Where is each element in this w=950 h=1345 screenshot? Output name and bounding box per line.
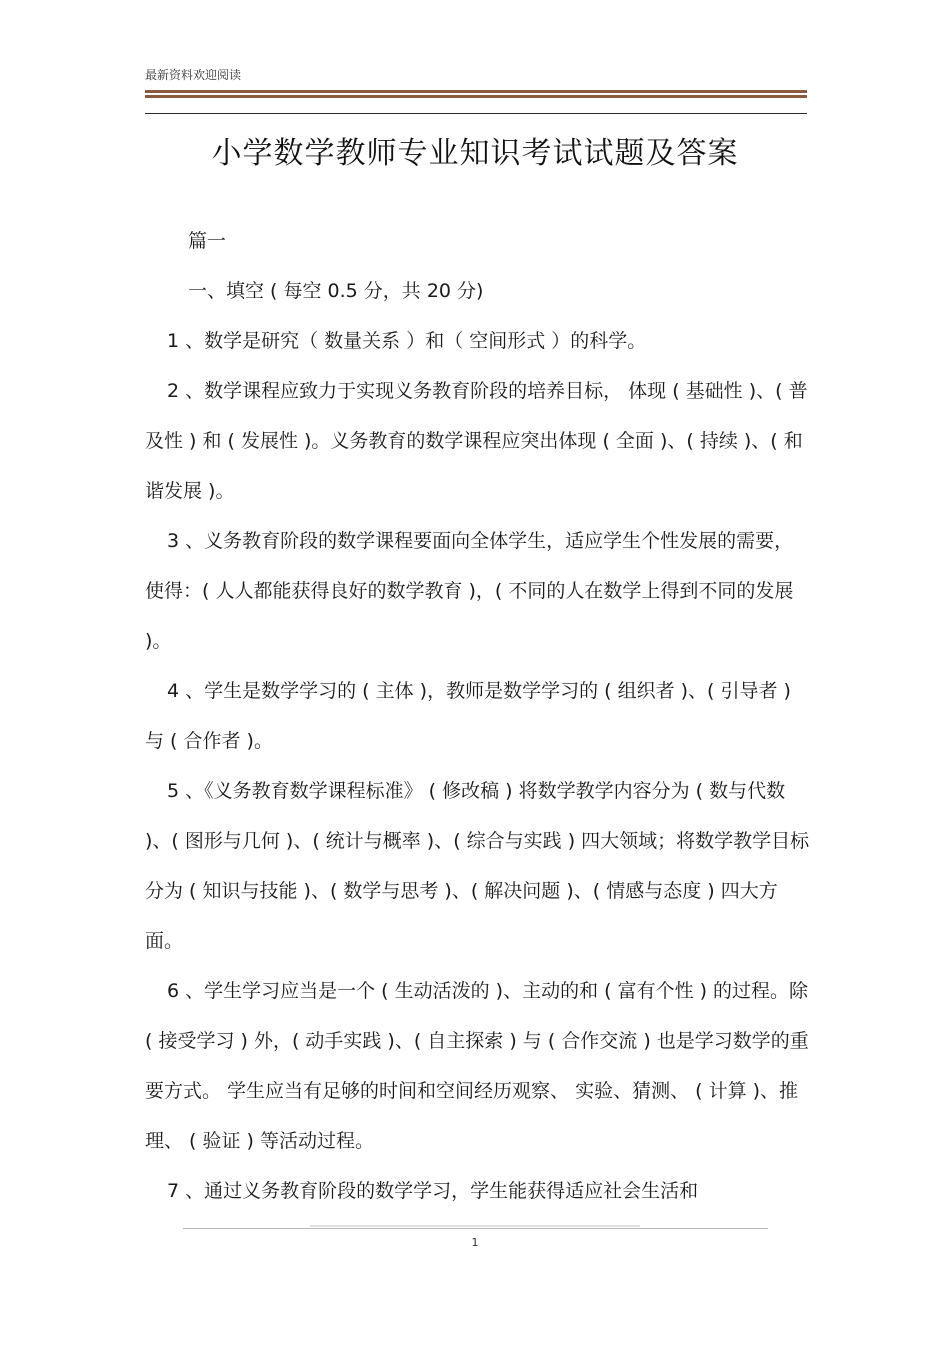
header-rule-bottom	[145, 113, 807, 114]
header-text: 最新资料欢迎阅读	[145, 68, 242, 82]
question-6: 6 、学生学习应当是一个 ( 生动活泼的 )、主动的和 ( 富有个性 ) 的过程。除 ( 接受学习 ) 外，( 动手实践 )、( 自主探索 ) 与 ( 合作交流 ) 也是学习数学的重要方式。 学生应当有足够的时间和空间经历观察、 实验、猜测、 ( 计算 )、推理、 ( 验证 ) 等活动过程。	[145, 980, 809, 1152]
footer-rule	[183, 1228, 768, 1229]
footer-shadow-rule	[310, 1225, 640, 1227]
header-rule-middle	[145, 95, 807, 98]
question-5: 5 、《义务教育数学课程标准》 ( 修改稿 ) 将数学教学内容分为 ( 数与代数 )、( 图形与几何 )、( 统计与概率 )、( 综合与实践 ) 四大领域；将数学教学目标分为 ( 知识与技能 )、( 数学与思考 )、( 解决问题 )、( 情感与态度 ) 四大方面。	[145, 780, 810, 952]
document-title: 小学数学教师专业知识考试试题及答案	[211, 136, 739, 171]
question-2: 2 、数学课程应致力于实现义务教育阶段的培养目标， 体现 ( 基础性 )、( 普及性 ) 和 ( 发展性 )。义务教育的数学课程应突出体现 ( 全面 )、( 持续 )、( 和谐发展 )。	[145, 380, 808, 502]
question-7: 7 、通过义务教育阶段的数学学习，学生能获得适应社会生活和	[167, 1180, 699, 1202]
question-3: 3 、义务教育阶段的数学课程要面向全体学生，适应学生个性发展的需要，使得：( 人人都能获得良好的数学教育 )，( 不同的人在数学上得到不同的发展 )。	[145, 530, 794, 652]
section-label: 篇一	[188, 230, 227, 252]
page-number: 1	[471, 1236, 479, 1249]
question-1: 1 、数学是研究（ 数量关系 ）和（ 空间形式 ）的科学。	[167, 330, 647, 352]
part-heading: 一、填空 ( 每空 0.5 分，共 20 分)	[188, 280, 484, 302]
header-rule-top	[145, 90, 807, 93]
question-4: 4 、学生是数学学习的 ( 主体 )，教师是数学学习的 ( 组织者 )、( 引导者 ) 与 ( 合作者 )。	[145, 680, 791, 752]
